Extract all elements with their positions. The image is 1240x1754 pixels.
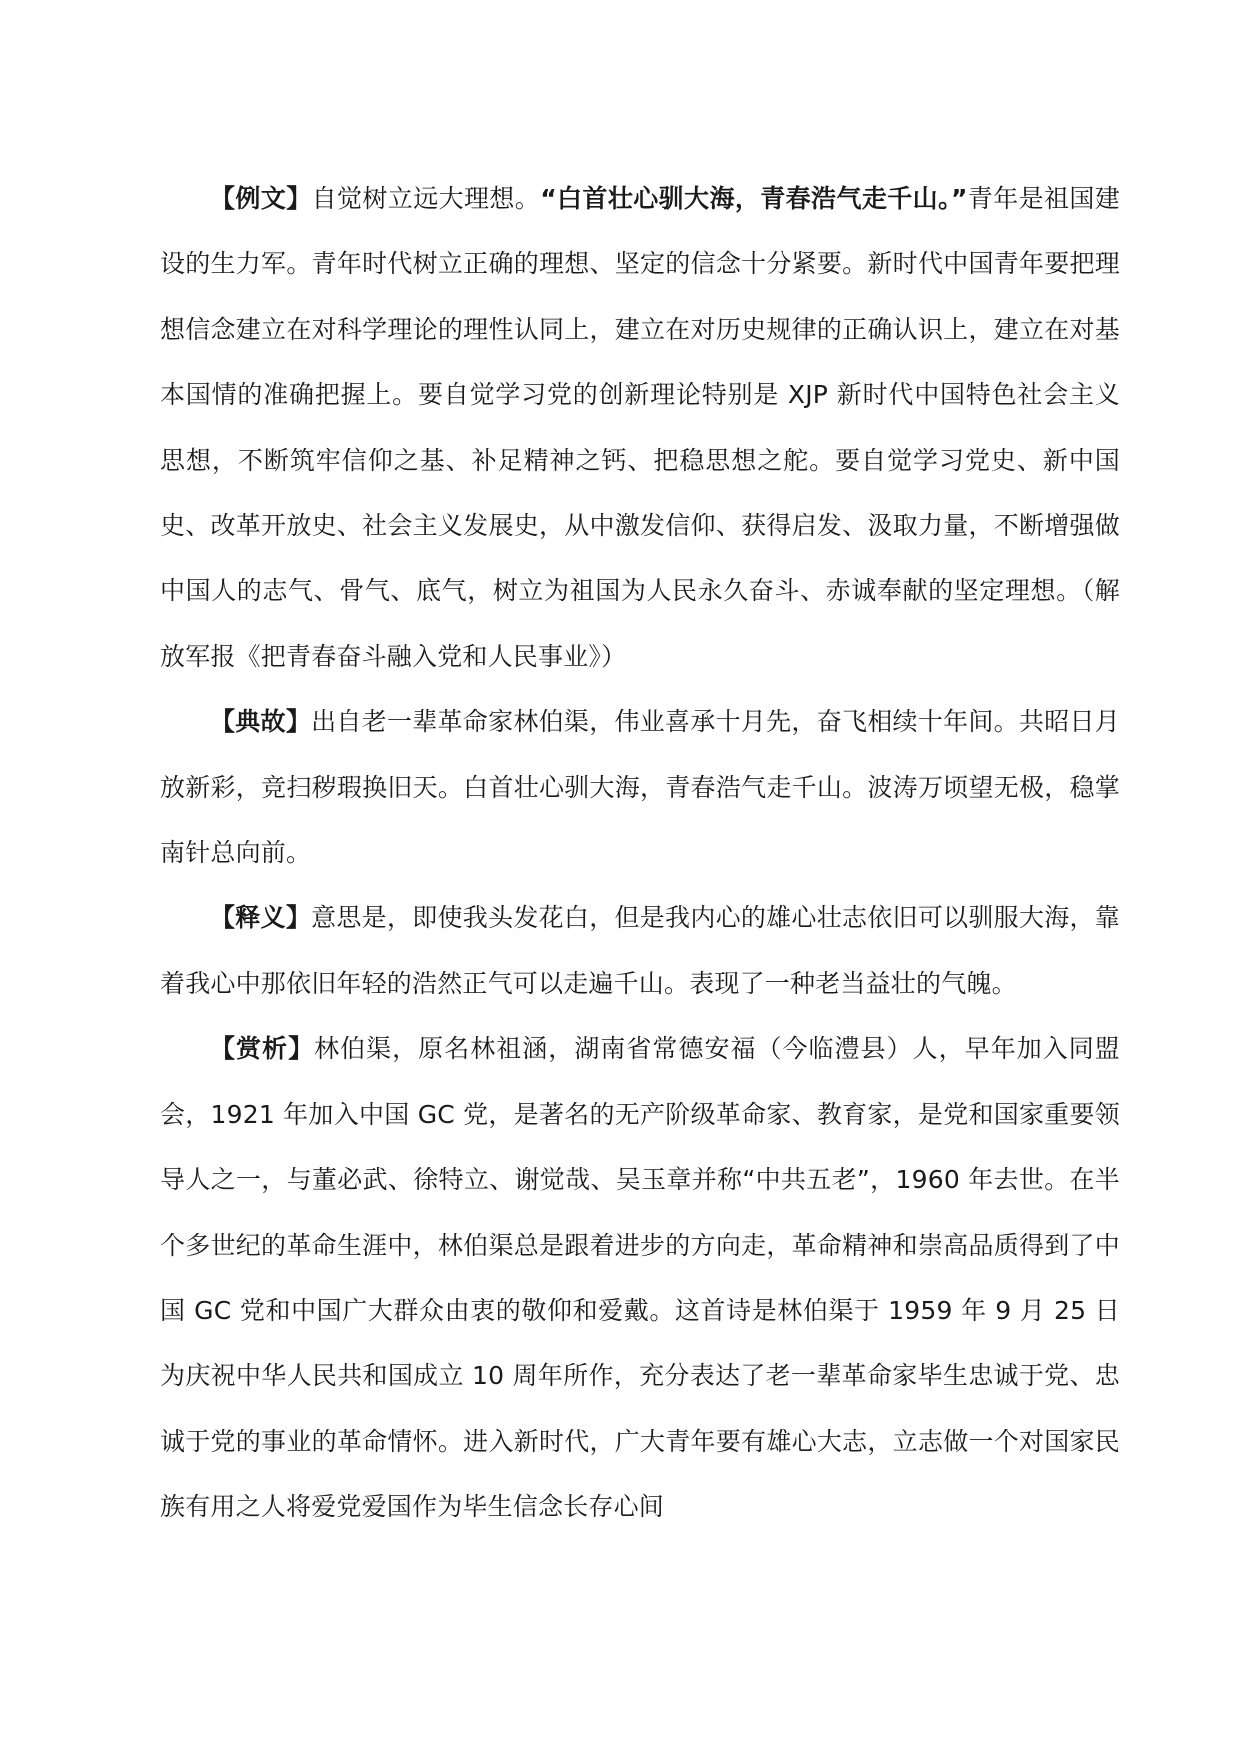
appreciation-label: 【赏析】	[210, 1034, 315, 1064]
allusion-body: 出自老一辈革命家林伯渠，伟业喜承十月先，奋飞相续十年间。共昭日月放新彩，竞扫秽瑕换旧天。白首壮心驯大海，青春浩气走千山。波涛万顷望无极，稳掌南针总向前。	[160, 707, 1120, 868]
allusion-paragraph	[160, 689, 1120, 885]
example-body: 青年是祖国建设的生力军。青年时代树立正确的理想、坚定的信念十分紧要。新时代中国青年要把理想信念建立在对科学理论的理性认同上，建立在对历史规律的正确认识上，建立在对基本国情的准确把握上。要自觉学习党的创新理论特别是 XJP 新时代中国特色社会主义思想，不断筑牢信仰之基、补足精神之钙、把稳思想之舵。要自觉学习党史、新中国史、改革开放史、社会主义发展史，从中激发信仰、获得启发、汲取力量，不断增强做中国人的志气、骨气、底气，树立为祖国为人民永久奋斗、赤诚奉献的坚定理想。（解放军报《把青春奋斗融入党和人民事业》）	[160, 184, 1120, 671]
example-paragraph	[160, 166, 1120, 689]
example-lead: 自觉树立远大理想。	[311, 184, 541, 213]
example-quote: “白首壮心驯大海，青春浩气走千山。”	[540, 184, 968, 213]
document-page	[160, 166, 1120, 1540]
meaning-paragraph	[160, 885, 1120, 1016]
allusion-label: 【典故】	[210, 707, 312, 737]
appreciation-paragraph	[160, 1016, 1120, 1539]
meaning-body: 意思是，即使我头发花白，但是我内心的雄心壮志依旧可以驯服大海，靠着我心中那依旧年轻的浩然正气可以走遍千山。表现了一种老当益壮的气魄。	[160, 903, 1120, 998]
appreciation-body: 林伯渠，原名林祖涵，湖南省常德安福（今临澧县）人，早年加入同盟会，1921 年加入中国 GC 党，是著名的无产阶级革命家、教育家，是党和国家重要领导人之一，与董必武、徐特立、谢觉哉、吴玉章并称“中共五老”，1960 年去世。在半个多世纪的革命生涯中，林伯渠总是跟着进步的方向走，革命精神和崇高品质得到了中国 GC 党和中国广大群众由衷的敬仰和爱戴。这首诗是林伯渠于 1959 年 9 月 25 日为庆祝中华人民共和国成立 10 周年所作，充分表达了老一辈革命家毕生忠诚于党、忠诚于党的事业的革命情怀。进入新时代，广大青年要有雄心大志，立志做一个对国家民族有用之人将爱党爱国作为毕生信念长存心间	[160, 1034, 1120, 1522]
meaning-label: 【释义】	[210, 903, 312, 933]
example-label: 【例文】	[210, 184, 312, 213]
